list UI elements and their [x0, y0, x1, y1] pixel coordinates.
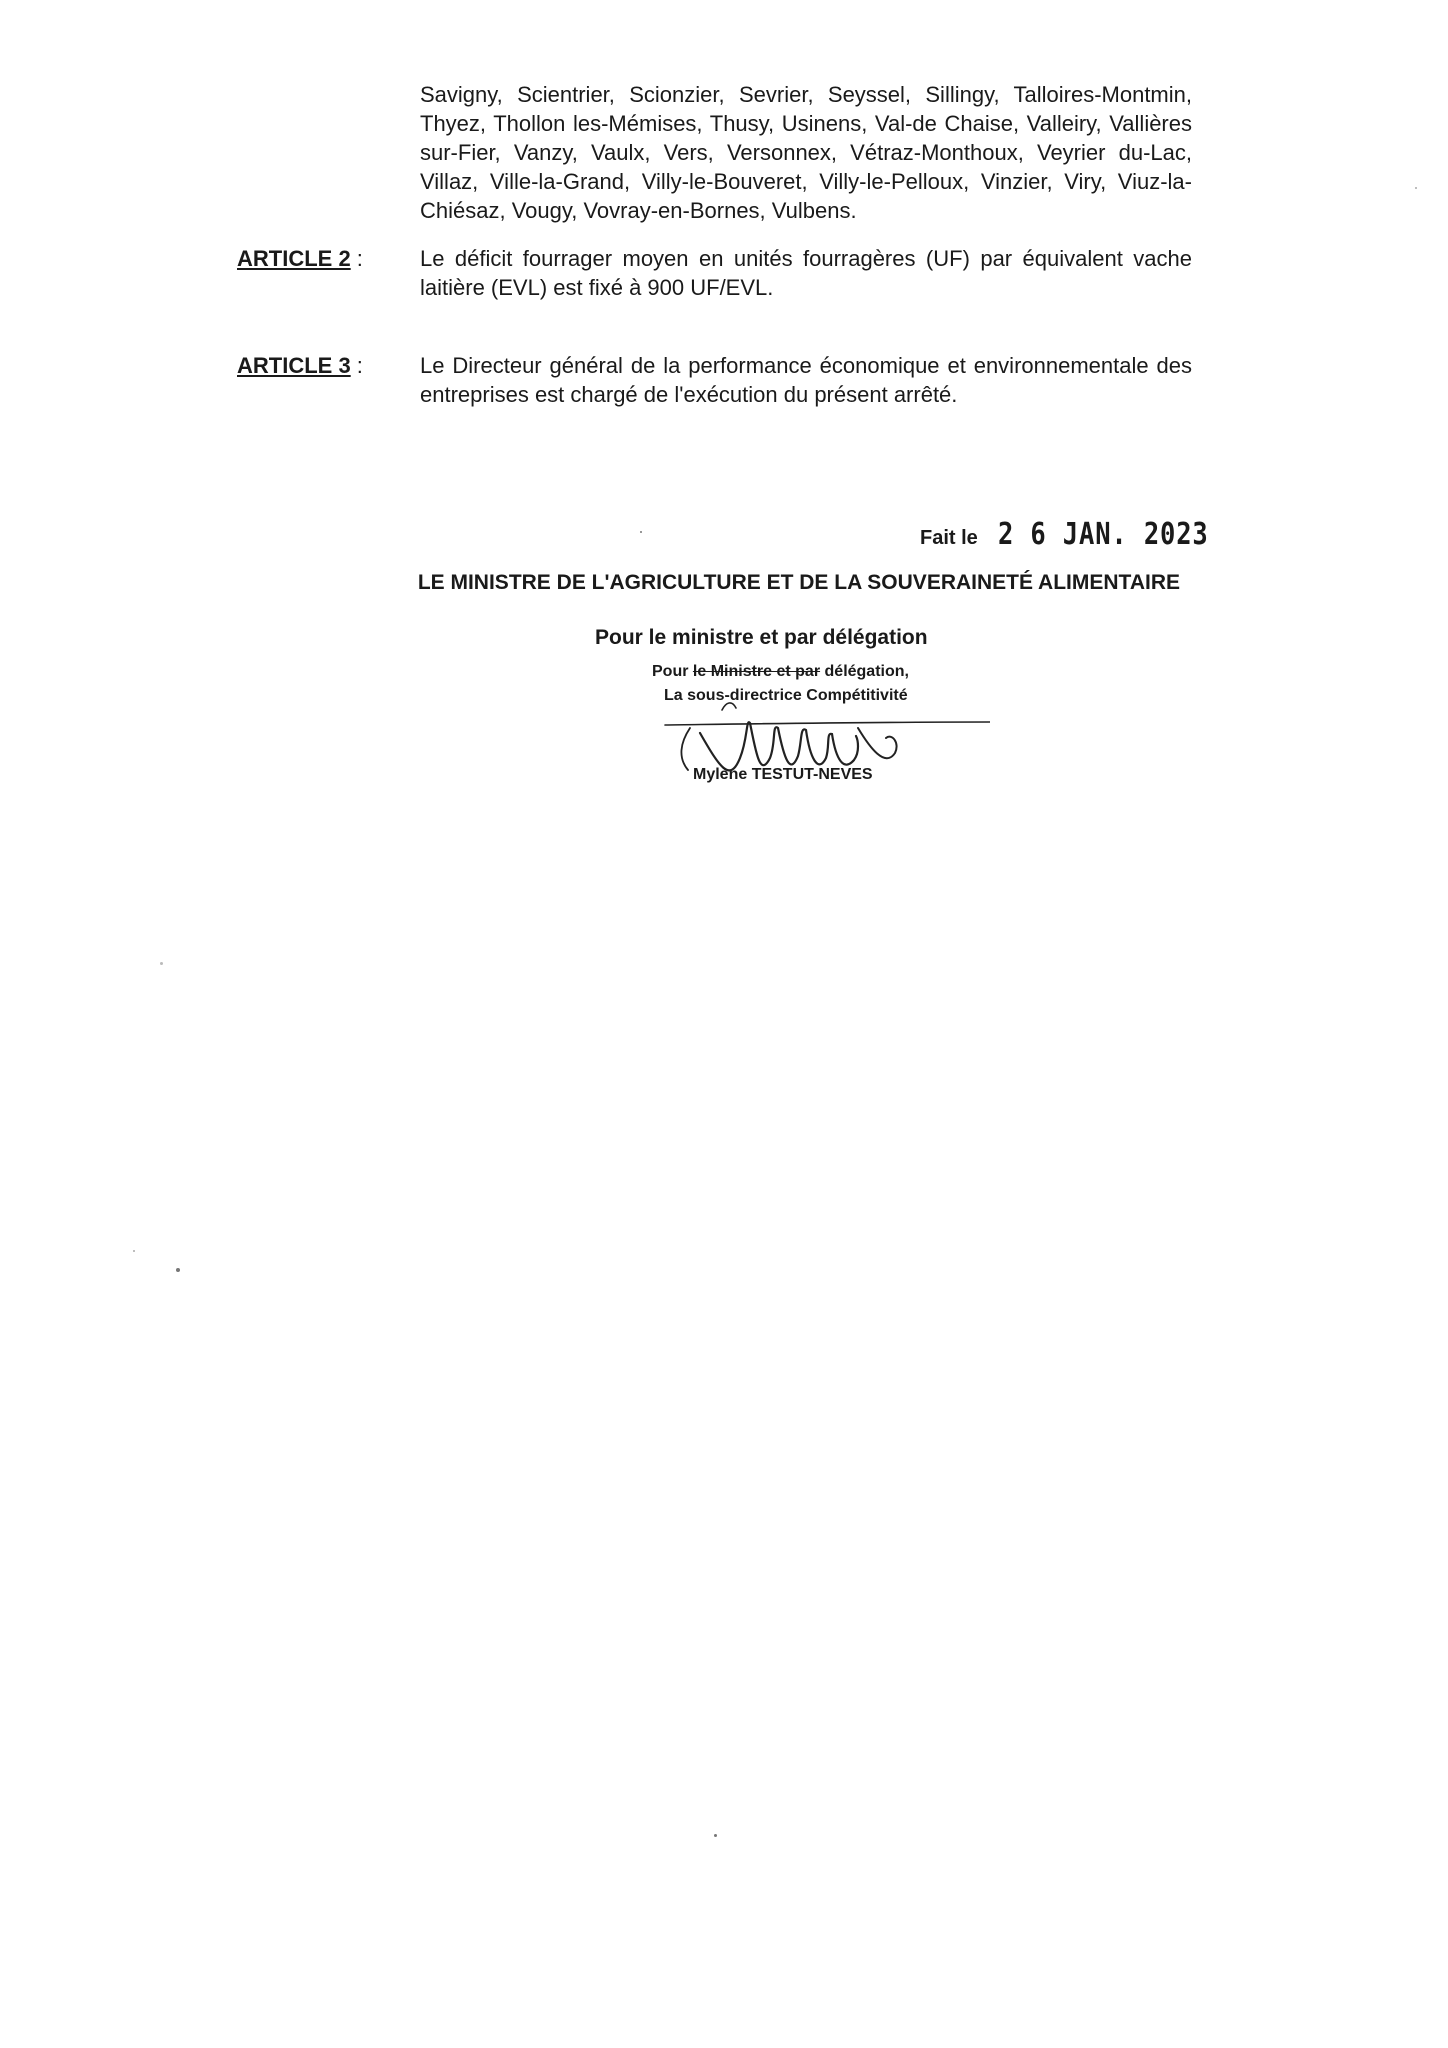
stamp-struck-text: le Ministre et par — [692, 663, 821, 680]
article-3-separator: : — [350, 353, 363, 378]
article-3 — [237, 351, 1192, 409]
scan-speck — [1415, 187, 1417, 189]
stamp-delegation: délégation, — [824, 663, 909, 680]
fait-le-label: Fait le — [920, 527, 978, 549]
signatory-name: Mylène TESTUT-NEVES — [693, 766, 873, 783]
date-stamp: 2 6 JAN. 2023 — [997, 517, 1209, 552]
minister-title: LE MINISTRE DE L'AGRICULTURE ET DE LA SOUVERAINETÉ ALIMENTAIRE — [417, 571, 1180, 594]
article-3-label: ARTICLE 3 — [237, 353, 351, 378]
scan-speck — [640, 531, 642, 533]
stamp-pour: Pour — [652, 663, 689, 680]
article-3-text: Le Directeur général de la performance économique et environnementale des entreprises est chargé de l'exécution du présent arrêté. — [420, 353, 1192, 407]
stamp-delegation-line — [652, 663, 909, 681]
article-2 — [237, 244, 1192, 302]
article-2-text: Le déficit fourrager moyen en unités fourragères (UF) par équivalent vache laitière (EVL) est fixé à 900 UF/EVL. — [420, 246, 1192, 300]
scan-speck — [160, 962, 163, 965]
delegation-line: Pour le ministre et par délégation — [595, 626, 928, 649]
date-line — [920, 517, 1246, 552]
stamp-role: La sous-directrice Compétitivité — [664, 687, 908, 704]
scan-speck — [176, 1268, 180, 1272]
article-2-separator: : — [350, 246, 363, 271]
scan-speck — [714, 1834, 717, 1837]
article-2-heading — [237, 244, 420, 302]
communes-list: Savigny, Scientrier, Scionzier, Sevrier, Seyssel, Sillingy, Talloires-Montmin, Thyez, Thollon les-Mémises, Thusy, Usinens, Val-de Chaise, Valleiry, Vallières sur-Fier, Vanzy, Vaulx, Vers, Versonnex, Vétraz-Monthoux, Veyrier du-Lac, Villaz, Ville-la-Grand, Villy-le-Bouveret, Villy-le-Pelloux, Vinzier, Viry, Viuz-la-Chiésaz, Vougy, Vovray-en-Bornes, Vulbens. — [420, 82, 1192, 223]
article-3-heading — [237, 351, 420, 409]
scan-speck — [133, 1250, 135, 1252]
article-2-label: ARTICLE 2 — [237, 246, 351, 271]
